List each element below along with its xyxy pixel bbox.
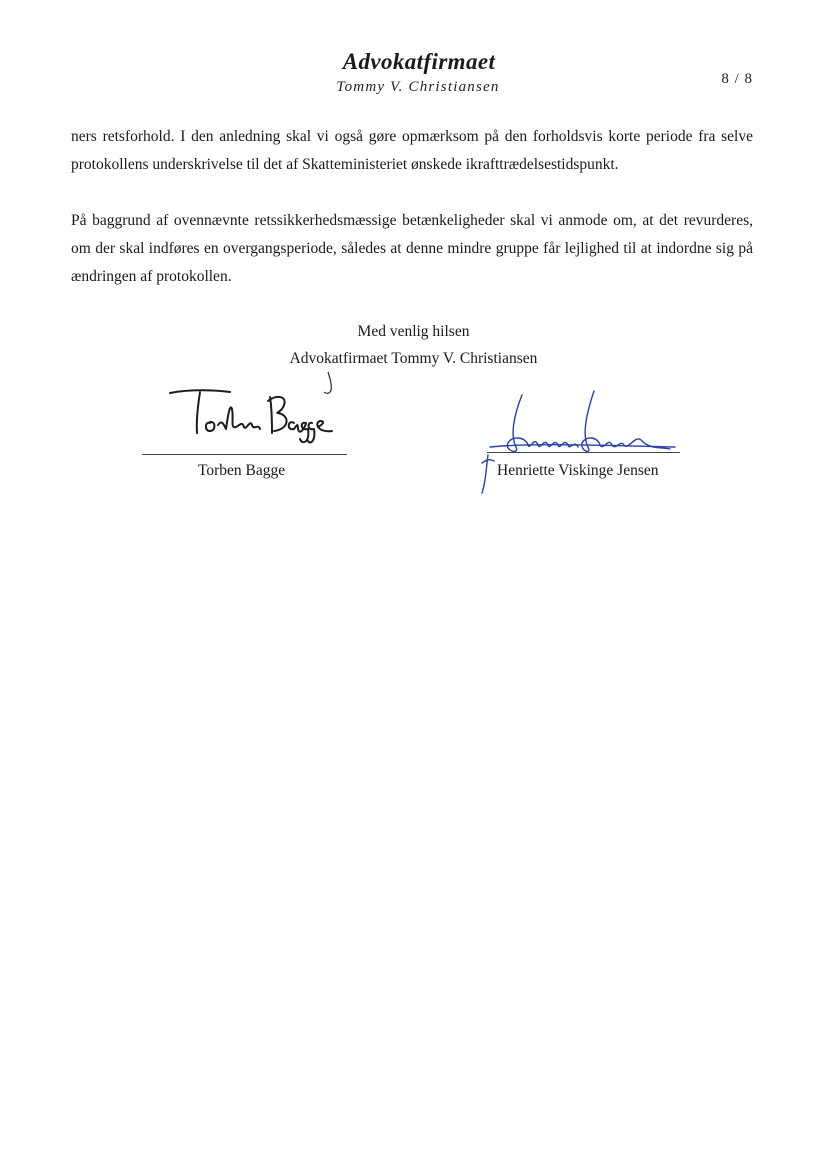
signer-name-right: Henriette Viskinge Jensen — [497, 462, 659, 479]
closing-firm: Advokatfirmaet Tommy V. Christiansen — [289, 350, 538, 367]
letterhead-firm-name: Advokatfirmaet — [342, 49, 496, 74]
letterhead-firm-subtitle: Tommy V. Christiansen — [336, 79, 500, 95]
signature-line-right — [487, 452, 680, 453]
page-number: 8 / 8 — [721, 71, 753, 87]
body-paragraph-1: ners retsforhold. I den anledning skal vi også gøre opmærksom på den forholdsvis korte periode fra selve protokollens underskrivelse til det af Skatteministeriet ønskede ikrafttrædelsestidspunkt. — [71, 128, 753, 173]
signature-line-left — [142, 454, 347, 455]
closing-greeting: Med venlig hilsen — [357, 323, 470, 340]
signature-torben-bagge — [160, 375, 350, 445]
body-paragraph-2: På baggrund af ovennævnte retssikkerhedsmæssige betænkeligheder skal vi anmode om, at det revurderes, om der skal indføres en overgangsperiode, således at denne mindre gruppe får lejlighed til at indordne sig på ændringen af protokollen. — [71, 212, 753, 285]
signer-name-left: Torben Bagge — [198, 462, 286, 479]
